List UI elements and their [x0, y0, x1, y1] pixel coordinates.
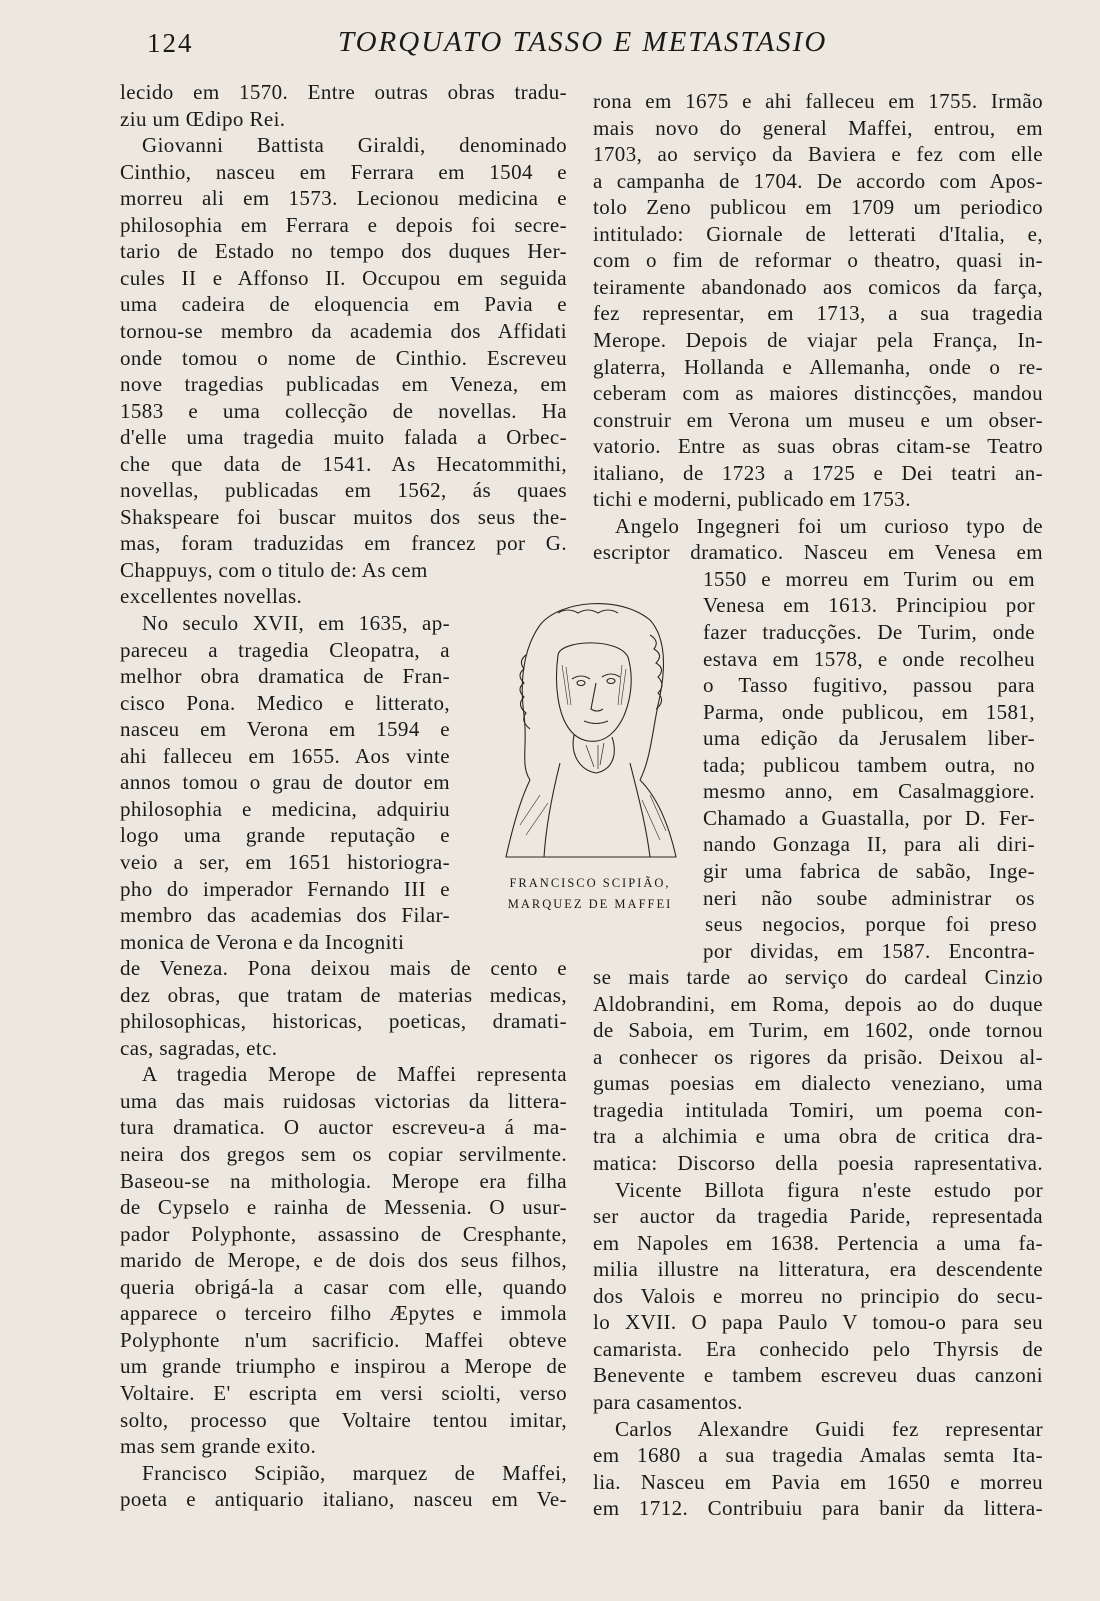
page-number: 124	[147, 28, 194, 58]
right-column-line: Chamado a Guastalla, por D. Fer-	[703, 805, 1035, 830]
left-column-line: uma das mais ruidosas victorias da littera-	[120, 1088, 567, 1113]
right-column-line: lia. Nasceu em Pavia em 1650 e morreu	[593, 1469, 1043, 1494]
right-column-line: Aldobrandini, em Roma, depois ao do duque	[593, 991, 1043, 1016]
left-column-line: pho do imperador Fernando III e	[120, 876, 450, 901]
right-column-line: italiano, de 1723 a 1725 e Dei teatri an-	[593, 460, 1043, 485]
right-column-line: lo XVII. O papa Paulo V tomou-o para seu	[593, 1310, 1043, 1335]
left-column-line: Shakspeare foi buscar muitos dos seus the-	[120, 504, 567, 529]
right-column-line: estava em 1578, e onde recolheu	[703, 646, 1035, 671]
figure-caption-line-1: FRANCISCO SCIPIÃO,	[509, 876, 671, 890]
left-column-line: A tragedia Merope de Maffei representa	[142, 1062, 567, 1087]
right-column-line: camarista. Era conhecido pelo Thyrsis de	[593, 1336, 1043, 1361]
left-column-line: Giovanni Battista Giraldi, denominado	[142, 133, 567, 158]
running-title: TORQUATO TASSO E METASTASIO	[338, 26, 828, 58]
left-column-line: cas, sagradas, etc.	[120, 1035, 278, 1060]
right-column-line: tolo Zeno publicou em 1709 um periodico	[593, 195, 1043, 220]
left-column-line: uma cadeira de eloquencia em Pavia e	[120, 292, 567, 317]
left-column-line: philosophia e medicina, adquiriu	[120, 796, 450, 821]
right-column-line: com o fim de reformar o theatro, quasi in-	[593, 248, 1043, 273]
right-column-line: em 1680 a sua tragedia Amalas semta Ita-	[593, 1443, 1043, 1468]
right-column-line: mesmo anno, em Casalmaggiore.	[703, 779, 1035, 804]
right-column-line: Carlos Alexandre Guidi fez representar	[615, 1416, 1043, 1441]
left-column-line: lecido em 1570. Entre outras obras tradu-	[120, 80, 567, 104]
left-column-line: excellentes novellas.	[120, 584, 303, 609]
right-column-line: Merope. Depois de viajar pela França, In-	[593, 327, 1043, 352]
left-column-line: mas sem grande exito.	[120, 1434, 317, 1459]
right-column-line: construir em Verona um museu e um obser-	[593, 407, 1043, 432]
right-column-line: de Saboia, em Turim, em 1602, onde tornou	[593, 1018, 1043, 1043]
right-column-line: matica: Discorso della poesia rapresentativa.	[593, 1151, 1043, 1175]
left-column-line: 1583 e uma collecção de novellas. Ha	[120, 398, 567, 423]
right-column-line: tada; publicou tambem outra, no	[703, 752, 1035, 777]
right-column-line: 1550 e morreu em Turim ou em	[703, 566, 1035, 591]
right-column-line: gir uma fabrica de sabão, Inge-	[703, 858, 1035, 883]
right-column-line: rona em 1675 e ahi falleceu em 1755. Irmão	[593, 89, 1043, 113]
left-column-line: de Cypselo e rainha de Messenia. O usur-	[120, 1195, 567, 1220]
right-column-line: Benevente e tambem escreveu duas canzoni	[593, 1363, 1043, 1388]
left-column-line: cisco Pona. Medico e litterato,	[120, 690, 450, 715]
left-column-line: logo uma grande reputação e	[120, 823, 450, 848]
right-column-line: fazer traducções. De Turim, onde	[703, 620, 1035, 644]
right-column-line: ceberam com as maiores distincções, mandou	[593, 381, 1043, 406]
left-column-line: philosophia em Ferrara e depois foi secre-	[120, 212, 567, 237]
right-column-line: gumas poesias em dialecto veneziano, uma	[593, 1071, 1043, 1096]
figure-caption-line-2: MARQUEZ DE MAFFEI	[507, 897, 673, 911]
left-column-line: ziu um Œdipo Rei.	[120, 106, 286, 131]
right-column-line: glaterra, Hollanda e Allemanha, onde o re-	[593, 354, 1043, 379]
left-column-line: Cinthio, nasceu em Ferrara em 1504 e	[120, 159, 567, 184]
left-column-line: pador Polyphonte, assassino de Cresphante,	[120, 1221, 567, 1246]
right-column-line: Vicente Billota figura n'este estudo por	[615, 1177, 1043, 1202]
left-column-line: tura dramatica. O auctor escreveu-a á ma-	[120, 1115, 567, 1140]
left-column-line: cules II e Affonso II. Occupou em seguida	[120, 265, 567, 290]
left-column-line: neira dos gregos sem os copiar servilmente.	[120, 1142, 567, 1166]
right-column-line: teiramente abandonado aos comicos da farça,	[593, 274, 1043, 299]
left-column-line: philosophicas, historicas, poeticas, dramati-	[120, 1009, 567, 1034]
left-column-line: Polyphonte n'um sacrificio. Maffei obteve	[120, 1327, 567, 1352]
right-column-line: Venesa em 1613. Principiou por	[703, 593, 1035, 618]
right-column-line: neri não soube administrar os	[703, 885, 1035, 910]
right-column-line: em 1712. Contribuiu para banir da littera-	[593, 1496, 1043, 1521]
maffei-portrait-engraving	[500, 595, 680, 865]
left-column-line: nasceu em Verona em 1594 e	[120, 717, 450, 742]
left-column-line: um grande triumpho e inspirou a Merope de	[120, 1354, 567, 1379]
right-column-line: uma edição da Jerusalem liber-	[703, 726, 1035, 751]
left-column-line: ahi falleceu em 1655. Aos vinte	[120, 743, 450, 768]
left-column-line: Chappuys, com o titulo de: As cem	[120, 557, 428, 582]
right-column-line: para casamentos.	[593, 1389, 743, 1414]
right-column-line: fez representar, em 1713, a sua tragedia	[593, 301, 1043, 326]
left-column-line: mas, foram traduzidas em francez por G.	[120, 531, 567, 556]
right-column-line: tra a alchimia e uma obra de critica dra-	[593, 1124, 1043, 1149]
left-column-line: novellas, publicadas em 1562, ás quaes	[120, 478, 567, 503]
left-column-line: che que data de 1541. As Hecatommithi,	[120, 451, 567, 476]
left-column-line: Voltaire. E' escripta em versi sciolti, verso	[120, 1380, 567, 1405]
right-column-line: escriptor dramatico. Nasceu em Venesa em	[593, 540, 1043, 565]
right-column-line: Parma, onde publicou, em 1581,	[703, 699, 1035, 724]
right-column-line: por dividas, em 1587. Encontra-	[703, 938, 1035, 963]
right-column-line: nando Gonzaga II, para ali diri-	[703, 832, 1035, 857]
right-column-line: se mais tarde ao serviço do cardeal Cinzio	[593, 965, 1043, 990]
left-column-line: d'elle uma tragedia muito falada a Orbec-	[120, 425, 567, 450]
right-column-line: em Napoles em 1638. Pertencia a uma fa-	[593, 1230, 1043, 1255]
left-column-line: No seculo XVII, em 1635, ap-	[142, 611, 450, 635]
left-column-line: Francisco Scipião, marquez de Maffei,	[142, 1460, 567, 1485]
left-column-line: queria obrigá-la a casar com elle, quando	[120, 1274, 567, 1299]
left-column-line: pareceu a tragedia Cleopatra, a	[120, 637, 450, 662]
left-column-line: morreu ali em 1573. Lecionou medicina e	[120, 186, 567, 211]
left-column-line: onde tomou o nome de Cinthio. Escreveu	[120, 345, 567, 370]
right-column-line: vatorio. Entre as suas obras citam-se Teatro	[593, 434, 1043, 459]
right-column-line: intitulado: Giornale de letterati d'Italia, e,	[593, 221, 1043, 246]
right-column-line: dos Valois e morreu no principio do secu-	[593, 1283, 1043, 1308]
left-column-line: dez obras, que tratam de materias medicas,	[120, 982, 567, 1007]
left-column-line: apparece o terceiro filho Æpytes e immola	[120, 1301, 567, 1326]
left-column-line: membro das academias dos Filar-	[120, 903, 450, 928]
right-column-line: mais novo do general Maffei, entrou, em	[593, 115, 1043, 140]
left-column-line: tario de Estado no tempo dos duques Her-	[120, 239, 567, 264]
left-column-line: monica de Verona e da Incogniti	[120, 929, 405, 954]
left-column-line: de Veneza. Pona deixou mais de cento e	[120, 956, 567, 981]
left-column-line: veio a ser, em 1651 historiogra-	[120, 849, 450, 874]
right-column-line: ser auctor da tragedia Paride, representada	[593, 1204, 1043, 1229]
right-column-line: milia illustre na litteratura, era descendente	[593, 1257, 1043, 1282]
right-column-line: a conhecer os rigores da prisão. Deixou al-	[593, 1044, 1043, 1069]
left-column-line: nove tragedias publicadas em Veneza, em	[120, 372, 567, 397]
right-column-line: 1703, ao serviço da Baviera e fez com elle	[593, 142, 1043, 167]
left-column-line: annos tomou o grau de doutor em	[120, 770, 450, 795]
right-column-line: seus negocios, porque foi preso	[705, 912, 1037, 937]
left-column-line: melhor obra dramatica de Fran-	[120, 664, 450, 689]
right-column-line: o Tasso fugitivo, passou para	[703, 673, 1035, 698]
left-column-line: solto, processo que Voltaire tentou imitar,	[120, 1407, 567, 1432]
left-column-line: poeta e antiquario italiano, nasceu em Ve-	[120, 1487, 567, 1512]
right-column-line: Angelo Ingegneri foi um curioso typo de	[615, 513, 1043, 538]
right-column-line: a campanha de 1704. De accordo com Apos-	[593, 168, 1043, 193]
left-column-line: tornou-se membro da academia dos Affidati	[120, 318, 567, 343]
right-column-line: tichi e moderni, publicado em 1753.	[593, 487, 911, 512]
left-column-line: marido de Merope, e de dois dos seus filhos,	[120, 1248, 567, 1273]
right-column-line: tragedia intitulada Tomiri, um poema con-	[593, 1097, 1043, 1122]
left-column-line: Baseou-se na mithologia. Merope era filha	[120, 1168, 567, 1193]
